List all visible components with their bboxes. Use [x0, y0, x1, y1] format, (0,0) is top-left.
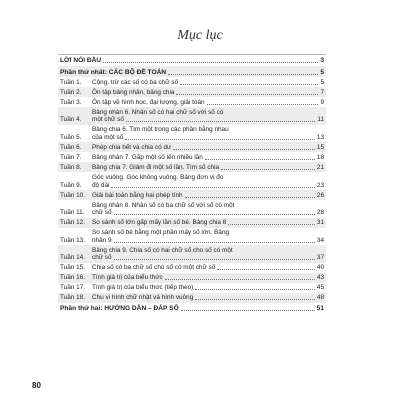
dot-leader — [205, 159, 315, 160]
toc-title-line: Ôn tập về hình học, đại lượng, giải toán — [92, 98, 205, 106]
toc-week: Tuần 10. — [60, 191, 85, 199]
toc-page-number: 28 — [316, 209, 324, 217]
toc-title — [92, 109, 326, 124]
toc-title-line: Bảng chia 9. Chia số có hai chữ số cho số có một — [92, 246, 233, 254]
toc-week: Tuần 8. — [60, 164, 82, 172]
toc-title-line: Ôn tập bảng nhân, bảng chia — [92, 88, 175, 96]
dot-leader — [114, 214, 315, 215]
toc-section-row — [58, 66, 326, 77]
dot-leader — [195, 299, 315, 300]
toc-week: Tuần 7. — [60, 154, 82, 162]
toc-row — [58, 218, 326, 228]
dot-leader — [114, 259, 315, 260]
toc-title-line: nhân 9 — [92, 236, 112, 244]
toc-page-number: 48 — [316, 294, 324, 302]
toc-page-number: 7 — [320, 88, 324, 96]
toc-week: Tuần 11. — [60, 209, 85, 217]
toc-title-line: Tính giá trị của biểu thức (tiếp theo) — [92, 284, 194, 292]
toc-title — [92, 264, 326, 272]
toc-title-line: độ dài — [92, 181, 110, 189]
page-title: Mục lục — [177, 28, 223, 43]
toc-page-number: 26 — [316, 191, 324, 199]
toc-page-number: 11 — [317, 116, 324, 124]
toc-row — [58, 162, 326, 172]
table-of-contents — [58, 54, 326, 314]
toc-row — [58, 200, 326, 218]
dot-leader — [103, 62, 318, 63]
toc-title — [92, 192, 326, 200]
dot-leader — [221, 169, 315, 170]
toc-title-line: chữ số — [92, 209, 112, 217]
toc-week: Tuần 5. — [60, 134, 82, 142]
toc-page-number: 51 — [316, 305, 324, 313]
toc-page-number: 21 — [316, 164, 324, 172]
toc-title-line: Phần thứ hai: HƯỚNG DẪN – ĐÁP SỐ — [60, 305, 179, 313]
toc-title-line: Chia số có ba chữ số cho số có một chữ số — [92, 264, 216, 272]
dot-leader — [111, 187, 314, 188]
toc-section-row — [58, 303, 326, 314]
toc-week: Tuần 12. — [60, 219, 85, 227]
toc-title-line: Bảng chia 7. Giảm đi một số lần. Tìm số chia — [92, 164, 220, 172]
toc-row — [58, 245, 326, 263]
toc-title-line: Phép chia hết và chia có dư — [92, 144, 172, 152]
toc-week: Tuần 16. — [60, 274, 85, 282]
toc-title-line: Phần thứ nhất: CÁC BỘ ĐỀ TOÁN — [60, 68, 167, 76]
toc-page-number: 23 — [316, 181, 324, 189]
toc-row — [58, 152, 326, 162]
toc-title-line: Bảng nhân 8. Nhân số có ba chữ số với số có một — [92, 201, 235, 209]
toc-page-number: 15 — [316, 144, 324, 152]
toc-week: Tuần 17. — [60, 284, 85, 292]
toc-title — [92, 202, 326, 217]
toc-week: Tuần 15. — [60, 264, 85, 272]
toc-title-line: của một số — [92, 134, 124, 142]
toc-page-number: 37 — [316, 254, 324, 262]
toc-title — [92, 79, 326, 87]
dot-leader — [168, 74, 318, 75]
toc-week: Tuần 9. — [60, 181, 82, 189]
toc-title-line: chữ số — [92, 254, 112, 262]
toc-title-line: một chữ số — [92, 116, 124, 124]
toc-title-line: Cộng, trừ các số có ba chữ số — [92, 78, 178, 86]
dot-leader — [185, 197, 315, 198]
toc-title — [92, 274, 326, 282]
toc-title-line: Bảng chia 6. Tìm một trong các phần bằng nhau — [92, 126, 229, 134]
toc-row — [58, 77, 326, 87]
toc-title-line: LỜI NÓI ĐẦU — [60, 57, 102, 65]
toc-title — [58, 69, 326, 77]
toc-page-number: 18 — [316, 154, 324, 162]
toc-week: Tuần 4. — [60, 116, 82, 124]
toc-row — [58, 273, 326, 283]
toc-week: Tuần 2. — [60, 88, 82, 96]
toc-title — [92, 164, 326, 172]
toc-page-number: 3 — [320, 57, 324, 65]
toc-title — [92, 174, 326, 189]
toc-week: Tuần 1. — [60, 78, 82, 86]
dot-leader — [228, 224, 315, 225]
toc-title — [92, 144, 326, 152]
toc-week: Tuần 13. — [60, 236, 85, 244]
toc-title-line: Chu vi hình chữ nhật và hình vuông — [92, 294, 194, 302]
toc-title — [92, 219, 326, 227]
toc-row — [58, 142, 326, 152]
toc-page-number: 9 — [320, 98, 324, 106]
toc-week: Tuần 18. — [60, 294, 85, 302]
toc-title-line: So sánh số bé bằng một phần mấy số lớn. Bảng — [92, 229, 230, 237]
dot-leader — [181, 310, 315, 311]
toc-week: Tuần 3. — [60, 98, 82, 106]
toc-page-number: 5 — [320, 78, 324, 86]
toc-title — [92, 247, 326, 262]
toc-row — [58, 293, 326, 303]
toc-page-number: 40 — [316, 264, 324, 272]
dot-leader — [180, 84, 318, 85]
toc-row — [58, 125, 326, 143]
dot-leader — [207, 104, 319, 105]
toc-row — [58, 107, 326, 125]
dot-leader — [165, 279, 315, 280]
toc-title — [58, 305, 326, 313]
toc-page-number: 13 — [316, 134, 324, 142]
toc-page-number: 45 — [316, 284, 324, 292]
toc-title — [92, 229, 326, 244]
toc-title-line: So sánh số lớn gấp mấy lần số bé. Bảng chia 8 — [92, 219, 227, 227]
toc-section-row — [58, 55, 326, 66]
toc-title — [92, 294, 326, 302]
toc-row — [58, 263, 326, 273]
toc-page-number: 5 — [320, 68, 324, 76]
toc-row — [58, 228, 326, 246]
toc-week: Tuần 6. — [60, 144, 82, 152]
toc-title-line: Giải bài toán bằng hai phép tính — [92, 191, 183, 199]
toc-title-line: Góc vuông. Góc không vuông. Bảng đơn vị đo — [92, 174, 224, 181]
toc-title-line: Tính giá trị của biểu thức — [92, 274, 163, 282]
toc-page-number: 43 — [316, 274, 324, 282]
toc-row — [58, 97, 326, 107]
toc-week: Tuần 14. — [60, 254, 85, 262]
dot-leader — [126, 121, 315, 122]
toc-row — [58, 190, 326, 200]
toc-page-number: 34 — [316, 236, 324, 244]
dot-leader — [195, 289, 315, 290]
toc-title-line: Bảng nhân 6. Nhân số có hai chữ số với số có — [92, 108, 224, 116]
dot-leader — [114, 242, 315, 243]
toc-row — [58, 283, 326, 293]
dot-leader — [173, 149, 315, 150]
toc-title — [58, 57, 326, 65]
toc-row — [58, 87, 326, 97]
dot-leader — [176, 94, 318, 95]
toc-page-number: 31 — [316, 219, 324, 227]
dot-leader — [125, 139, 315, 140]
dot-leader — [217, 269, 315, 270]
toc-title — [92, 126, 326, 141]
toc-row — [58, 172, 326, 190]
toc-title — [92, 284, 326, 292]
toc-title-line: Bảng nhân 7. Gấp một số lên nhiều lần — [92, 154, 203, 162]
toc-title — [92, 89, 326, 97]
page-number: 80 — [32, 381, 41, 390]
toc-title — [92, 99, 326, 107]
toc-title — [92, 154, 326, 162]
